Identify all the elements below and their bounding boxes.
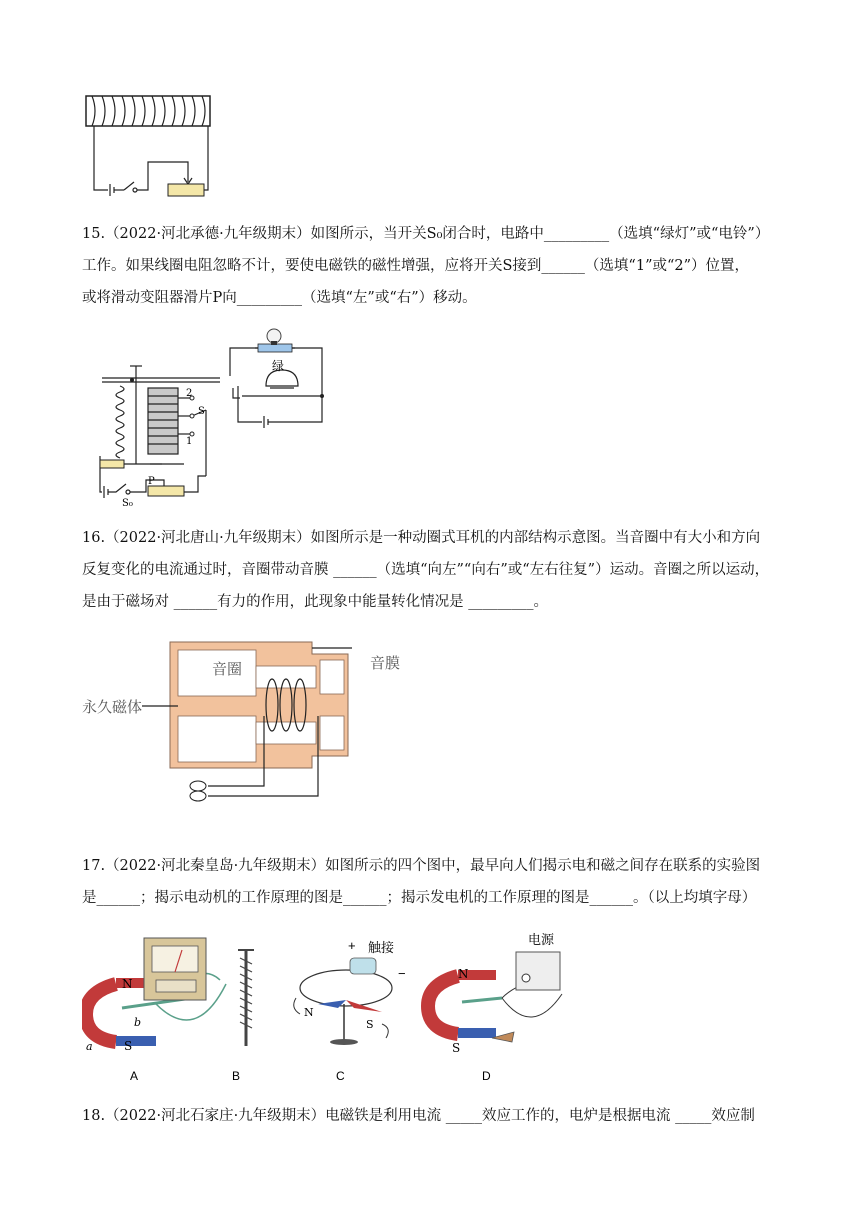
label-D: D: [482, 1069, 491, 1083]
label-a: a: [86, 1040, 93, 1053]
q16-line-2: 反复变化的电流通过时，音圈带动音膜 ______（选填“向左”“向右”或“左右往复”）运动。音圈之所以运动，: [82, 562, 770, 578]
question-18: [82, 1100, 782, 1132]
q15-line-2: 工作。如果线圈电阻忽略不计，要使电磁铁的磁性增强，应将开关S接到______（选填“1”或“2”）位置，: [82, 258, 750, 274]
label-two: 2: [186, 388, 193, 399]
figure-q16-earphone: [82, 636, 422, 826]
q16-line-3: 是由于磁场对 ______有力的作用，此现象中能量转化情况是 _________。: [82, 594, 548, 610]
q16-line-1: 16.（2022·河北唐山·九年级期末）如图所示是一种动圈式耳机的内部结构示意图。当音圈中有大小和方向: [82, 530, 761, 546]
label-a-n: N: [122, 977, 133, 991]
label-minus: −: [398, 966, 406, 981]
label-p: P: [148, 476, 155, 487]
label-B: B: [232, 1069, 241, 1083]
q15-line-1: 15.（2022·河北承德·九年级期末）如图所示，当开关S₀闭合时，电路中_________（选填“绿灯”或“电铃”）: [82, 226, 770, 242]
figure-c-compass: [294, 938, 406, 1083]
label-d-n: N: [458, 967, 469, 981]
label-s0: S₀: [122, 498, 133, 506]
label-s: S: [198, 406, 205, 417]
label-b: b: [134, 1016, 142, 1029]
label-c-n: N: [304, 1006, 314, 1019]
label-one: 1: [186, 436, 193, 447]
label-c-s: S: [366, 1018, 374, 1031]
figure-b-nail: [232, 950, 254, 1083]
label-coil: 音圈: [212, 661, 243, 678]
label-power: 电源: [528, 932, 555, 947]
q15-line-3: 或将滑动变阻器滑片P向_________（选填“左”或“右”）移动。: [82, 290, 477, 306]
label-green: 绿: [272, 359, 285, 373]
label-membrane: 音膜: [370, 655, 401, 672]
label-permanent-magnet: 永久磁体: [82, 699, 143, 716]
q17-line-2: 是______；揭示电动机的工作原理的图是______；揭示发电机的工作原理的图是______。（以上均填字母）: [82, 890, 757, 906]
question-16: [82, 522, 782, 618]
question-15: [82, 218, 782, 314]
question-17: [82, 850, 782, 914]
label-d-s: S: [452, 1041, 461, 1055]
figure-q15-relay-circuit: [90, 326, 340, 506]
figure-d-magnet-power: [428, 932, 562, 1083]
figure-q17-experiments: [82, 928, 582, 1088]
figure-a-magnet-galvanometer: [86, 938, 226, 1083]
q18-line-1: 18.（2022·河北石家庄·九年级期末）电磁铁是利用电流 _____效应工作的，电炉是根据电流 _____效应制: [82, 1108, 755, 1124]
label-C: C: [336, 1069, 345, 1083]
q17-line-1: 17.（2022·河北秦皇岛·九年级期末）如图所示的四个图中，最早向人们揭示电和磁之间存在联系的实验图: [82, 858, 761, 874]
label-A: A: [130, 1069, 139, 1083]
label-a-s: S: [124, 1039, 133, 1053]
label-touch: 触接: [368, 940, 395, 955]
label-plus: +: [348, 938, 356, 953]
figure-q14-coil-circuit: [80, 88, 230, 198]
